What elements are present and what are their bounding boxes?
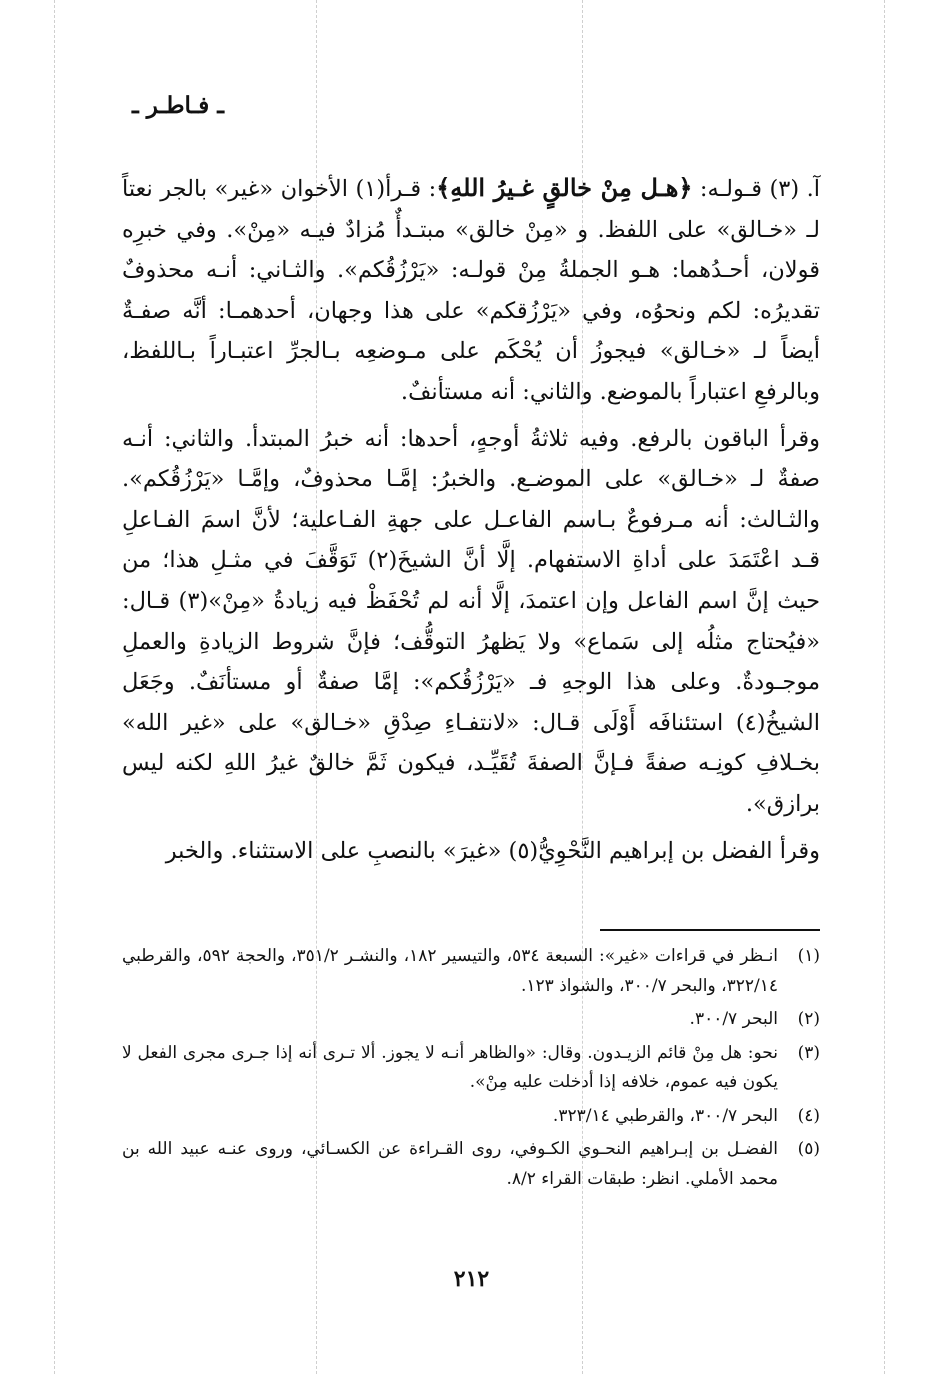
footnote [122, 1102, 820, 1132]
footnote [122, 1135, 820, 1194]
scan-guide-line [54, 0, 55, 1374]
paragraph [122, 831, 820, 872]
footnotes [122, 942, 820, 1198]
running-header: ـ فـاطـر ـ [132, 92, 224, 119]
footnote-text: الفضـل بن إبـراهيم النحـوي الكـوفي، روى القـراءة عن الكسـائي، وروى عنـه عبيد الله بن محمد الأملي. انظر: طبقات القراء ٨/٢. [122, 1139, 778, 1189]
footnote [122, 1005, 820, 1035]
main-text [122, 168, 820, 871]
footnote-text: البحر ٣٠٠/٧. [689, 1009, 778, 1029]
paragraph-text: وقرأ الفضل بن إبراهيم النَّحْوِيُّ(٥) «غيرَ» بالنصبِ على الاستثناء. والخبر [165, 837, 820, 864]
footnote-text: نحو: هل مِنْ قائم الزيـدون. وقال: «والظاهر أنـه لا يجوز. ألا تـرى أنه إذا جـرى مجرى الفعل لا يكون فيه عموم، خلافه إذا أدخلت عليه مِنْ». [122, 1042, 778, 1092]
paragraph-text: وقرأ الباقون بالرفع. وفيه ثلاثةُ أوجهٍ، أحدها: أنه خبرُ المبتدأ. والثاني: أنـه صفةٌ لـ «خـالق» على الموضـع. والخبرُ: إمَّـا محذوفٌ، وإمَّـا «يَرْزُقُكم». والثـالث: أنه مـرفوعٌ بـاسم الفاعـل على جهةِ الفـاعلية؛ لأنَّ اسمَ الفـاعلِ قـد اعْتَمَدَ على أداةِ الاستفهام. إلَّا أنَّ الشيخَ(٢) تَوَقَّفَ في مثـلِ هذا؛ من حيث إنَّ اسم الفاعل وإن اعتمدَ، إلَّا أنه لم تُحْفَظْ فيه زيادةُ «مِنْ»(٣) قـال: «فيُحتاج مثلُه إلى سَماع» ولا يَظهرُ التوقُّف؛ فإنَّ شروط الزيادةِ والعملِ موجـودةٌ. وعلى هذا الوجهِ فـ «يَرْزُقُكم»: إمَّا صفةٌ أو مستأنَفٌ. وجَعَل الشيخُ(٤) استئنافَه أَوْلَى قـال: «لانتفـاءِ صِدْقِ «خـالق» على «غير الله» بخـلافِ كونِـه صفةً فـإنَّ الصفةَ تُقَيِّـد، فيكون ثَمَّ خالقٌ غيرُ اللهِ لكنه ليس برازق». [122, 425, 821, 817]
footnote-separator [600, 929, 820, 931]
footnote [122, 1039, 820, 1098]
page-number: ٢١٢ [453, 1266, 490, 1292]
quranic-quote: ﴿هـل مِنْ خالقٍ غـيرُ اللهِ﴾ [436, 173, 693, 202]
footnote [122, 942, 820, 1001]
paragraph-text: : قـرأ(١) الأخوان «غير» بالجر نعتاً لـ «خـالق» على اللفظ. و «مِنْ خالق» مبتـدأٌ مُزادٌ فيـه «مِنْ». وفي خبرِه قولان، أحـدُهما: هـو الجملةُ مِنْ قولـه: «يَرْزُقُكم». والثـاني: أنـه محذوفٌ تقديرُه: لكم ونحوُه، وفي «يَرْزُقكم» على هذا وجهان، أحدهمـا: أنَّه صفـةٌ أيضاً لـ «خـالق» فيجوزُ أن يُحْكَم على مـوضعِه بـالجرِّ اعتبـاراً بـاللفظ، وبالرفعِ اعتباراً بالموضع. والثاني: أنه مستأنفٌ. [122, 176, 820, 405]
paragraph [122, 419, 820, 825]
paragraph [122, 168, 820, 413]
footnote-number: (١) [797, 946, 820, 966]
scan-guide-line [884, 0, 885, 1374]
footnote-number: (٢) [797, 1009, 820, 1029]
footnote-number: (٥) [797, 1139, 820, 1159]
footnote-text: البحر ٣٠٠/٧، والقرطبي ٣٢٣/١٤. [552, 1105, 778, 1126]
footnote-number: (٣) [797, 1042, 820, 1063]
footnote-text: انـظر في قراءات «غير»: السبعة ٥٣٤، والتيسير ١٨٢، والنشـر ٣٥١/٢، والحجة ٥٩٢، والقرطبي ٣٢٢/١٤، والبحر ٣٠٠/٧، والشواذ ١٢٣. [122, 946, 779, 996]
paragraph-lead: آ. (٣) قـولـه: [692, 176, 821, 202]
footnote-number: (٤) [797, 1105, 820, 1126]
